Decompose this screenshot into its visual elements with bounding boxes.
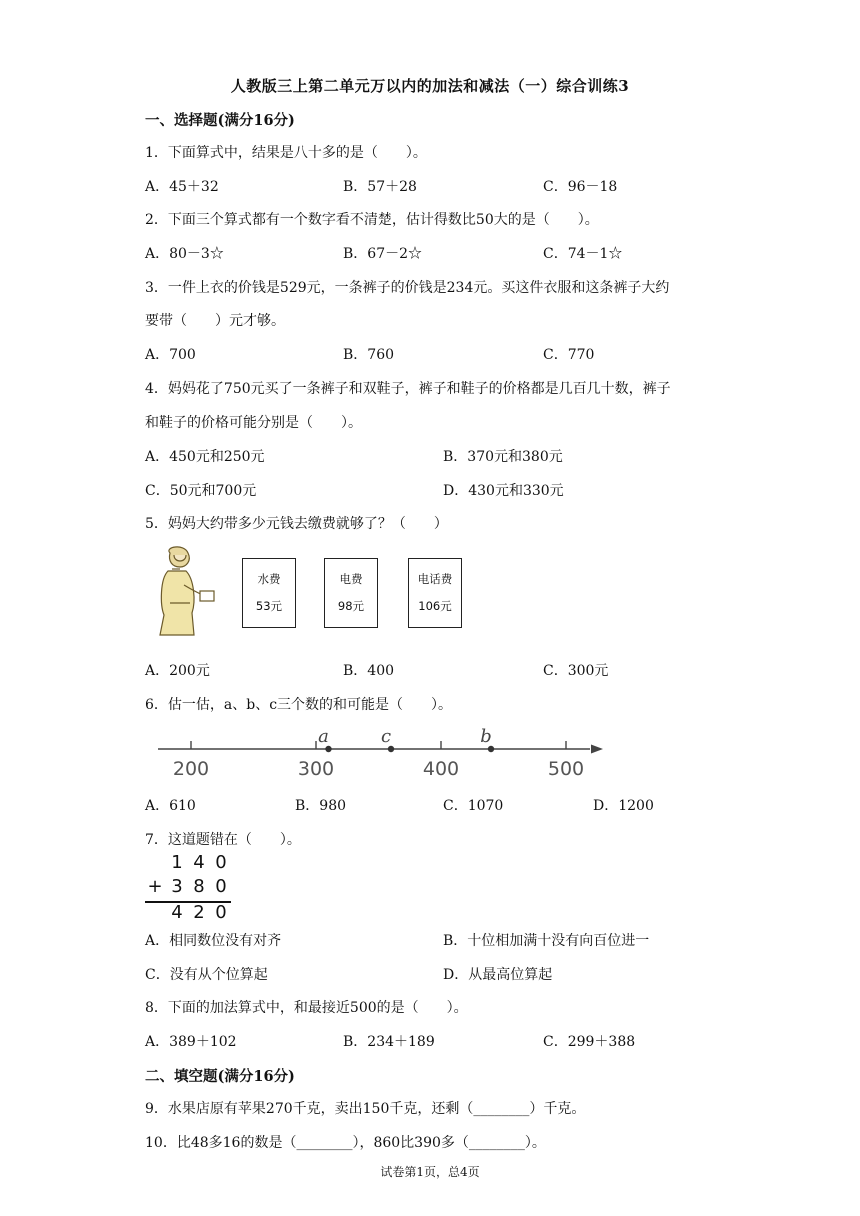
question-2-option-a[interactable]: A．80－3☆ — [145, 246, 224, 262]
digit: 0 — [215, 852, 227, 873]
digit: 8 — [193, 876, 205, 897]
number-line-tick-label: 200 — [172, 758, 210, 780]
question-2-stem: 2．下面三个算式都有一个数字看不清楚，估计得数比50大的是（ ）。 — [145, 212, 599, 228]
question-6-option-a[interactable]: A．610 — [145, 798, 196, 814]
question-8-option-c[interactable]: C．299＋388 — [543, 1034, 636, 1050]
question-3-option-b[interactable]: B．760 — [343, 347, 395, 363]
question-4-option-b[interactable]: B．370元和380元 — [443, 449, 563, 465]
question-5-stem: 5．妈妈大约带多少元钱去缴费就够了？（ ） — [145, 516, 448, 532]
fee-card-amount: 98元 — [337, 599, 365, 613]
number-line-arrow — [591, 745, 603, 754]
digit: 4 — [193, 852, 205, 873]
page-title: 人教版三上第二单元万以内的加法和减法（一）综合训练3 — [230, 77, 630, 95]
question-3-stem-line1: 3．一件上衣的价钱是529元，一条裤子的价钱是234元。买这件衣服和这条裤子大约 — [145, 280, 670, 296]
digit: 1 — [171, 852, 183, 873]
question-1-option-b[interactable]: B．57＋28 — [343, 179, 417, 195]
question-1-option-a[interactable]: A．45＋32 — [145, 179, 219, 195]
section-heading-choice: 一、选择题(满分16分) — [145, 112, 295, 129]
fee-card-electricity — [324, 558, 378, 628]
question-9-stem[interactable]: 9．水果店原有苹果270千克，卖出150千克，还剩（________）千克。 — [145, 1101, 586, 1117]
question-2-option-c[interactable]: C．74－1☆ — [543, 246, 623, 262]
digit: 0 — [215, 902, 227, 923]
result-row — [143, 902, 233, 924]
digit: 2 — [193, 902, 205, 923]
question-3-option-c[interactable]: C．770 — [543, 347, 595, 363]
page-footer: 试卷第1页，总4页 — [380, 1165, 480, 1179]
woman-illustration — [150, 545, 220, 637]
number-line-tick-label: 300 — [297, 758, 335, 780]
number-line-tick-label: 400 — [422, 758, 460, 780]
question-8-option-b[interactable]: B．234＋189 — [343, 1034, 435, 1050]
fee-card-water — [242, 558, 296, 628]
digit: 3 — [171, 876, 183, 897]
fee-figure — [150, 545, 470, 640]
question-6-option-d[interactable]: D．1200 — [593, 798, 654, 814]
question-6-option-b[interactable]: B．980 — [295, 798, 347, 814]
addend-row-1 — [143, 852, 233, 874]
question-4-option-d[interactable]: D．430元和330元 — [443, 483, 564, 499]
question-3-option-a[interactable]: A．700 — [145, 347, 196, 363]
question-7-stem: 7．这道题错在（ ）。 — [145, 832, 301, 848]
addend-row-2 — [143, 876, 233, 898]
fee-card-amount: 106元 — [418, 599, 452, 613]
number-line-tick-label: 500 — [547, 758, 585, 780]
question-8-stem: 8．下面的加法算式中，和最接近500的是（ ）。 — [145, 1000, 468, 1016]
question-3-stem-line2: 要带（ ）元才够。 — [145, 313, 285, 329]
fee-card-label: 水费 — [257, 572, 281, 586]
question-6-stem: 6．估一估，a、b、c三个数的和可能是（ ）。 — [145, 697, 453, 713]
fee-card-amount: 53元 — [255, 599, 283, 613]
question-5-option-b[interactable]: B．400 — [343, 663, 395, 679]
question-5-option-c[interactable]: C．300元 — [543, 663, 609, 679]
question-4-option-a[interactable]: A．450元和250元 — [145, 449, 265, 465]
question-1-option-c[interactable]: C．96－18 — [543, 179, 618, 195]
question-7-option-d[interactable]: D．从最高位算起 — [443, 967, 553, 983]
question-6-option-c[interactable]: C．1070 — [443, 798, 504, 814]
section-heading-fill: 二、填空题(满分16分) — [145, 1068, 295, 1085]
plus-sign: + — [147, 876, 163, 897]
question-1-stem: 1．下面算式中，结果是八十多的是（ ）。 — [145, 145, 427, 161]
digit: 4 — [171, 902, 183, 923]
fee-card-phone — [408, 558, 462, 628]
question-10-stem[interactable]: 10．比48多16的数是（________），860比390多（________）。 — [145, 1135, 546, 1151]
number-line-point-label: b — [480, 727, 492, 747]
question-2-option-b[interactable]: B．67－2☆ — [343, 246, 423, 262]
fee-card-label: 电话费 — [417, 572, 453, 586]
question-4-stem-line1: 4．妈妈花了750元买了一条裤子和双鞋子，裤子和鞋子的价格都是几百几十数，裤子 — [145, 381, 671, 397]
number-line-point-label: c — [380, 727, 392, 747]
question-4-stem-line2: 和鞋子的价格可能分别是（ ）。 — [145, 415, 362, 431]
vertical-addition — [143, 852, 243, 922]
digit: 0 — [215, 876, 227, 897]
fee-card-label: 电费 — [339, 572, 363, 586]
question-5-option-a[interactable]: A．200元 — [145, 663, 210, 679]
question-7-option-b[interactable]: B．十位相加满十没有向百位进一 — [443, 933, 650, 949]
number-line-point-label: a — [318, 727, 329, 747]
question-8-option-a[interactable]: A．389＋102 — [145, 1034, 237, 1050]
question-7-option-c[interactable]: C．没有从个位算起 — [145, 967, 268, 983]
question-7-option-a[interactable]: A．相同数位没有对齐 — [145, 933, 282, 949]
question-4-option-c[interactable]: C．50元和700元 — [145, 483, 257, 499]
number-line — [158, 727, 603, 785]
